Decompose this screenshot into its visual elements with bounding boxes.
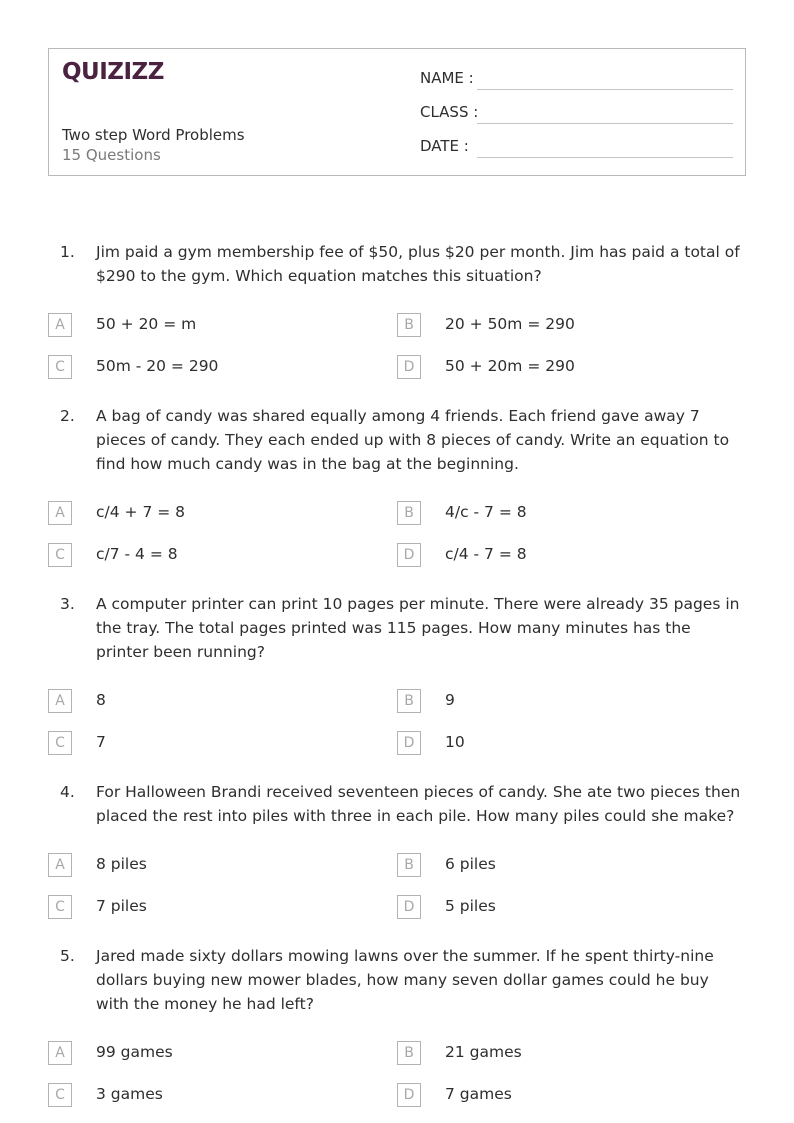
option-letter-box: B: [397, 689, 421, 713]
date-label: DATE :: [420, 137, 469, 155]
option-letter-box: A: [48, 313, 72, 337]
question-2-option-d[interactable]: [397, 543, 727, 569]
question-2-option-b[interactable]: [397, 501, 727, 527]
option-text: 50 + 20 = m: [96, 315, 197, 333]
option-text: 3 games: [96, 1085, 163, 1103]
question-1-option-b[interactable]: [397, 313, 727, 339]
question-number: 1.: [60, 243, 75, 261]
option-text: 5 piles: [445, 897, 496, 915]
question-number: 3.: [60, 595, 75, 613]
option-letter-box: A: [48, 853, 72, 877]
option-letter-box: C: [48, 543, 72, 567]
option-text: 6 piles: [445, 855, 496, 873]
worksheet-title: Two step Word Problems: [62, 126, 245, 144]
option-text: 21 games: [445, 1043, 522, 1061]
question-5-option-c[interactable]: [48, 1083, 378, 1109]
option-text: 50m - 20 = 290: [96, 357, 219, 375]
question-1-option-a[interactable]: [48, 313, 378, 339]
class-line[interactable]: [477, 123, 733, 124]
question-text: For Halloween Brandi received seventeen pieces of candy. She ate two pieces then placed the rest into piles with three in each pile. How many piles could she make?: [96, 783, 741, 825]
option-text: 10: [445, 733, 465, 751]
question-1-option-d[interactable]: [397, 355, 727, 381]
class-label: CLASS :: [420, 103, 479, 121]
option-text: 20 + 50m = 290: [445, 315, 575, 333]
option-letter-box: D: [397, 543, 421, 567]
question-5-option-a[interactable]: [48, 1041, 378, 1067]
question-3-option-a[interactable]: [48, 689, 378, 715]
question-count: 15 Questions: [62, 146, 161, 164]
question-number: 5.: [60, 947, 75, 965]
option-letter-box: D: [397, 895, 421, 919]
option-letter-box: A: [48, 501, 72, 525]
option-letter-box: B: [397, 313, 421, 337]
option-letter-box: A: [48, 689, 72, 713]
date-field: [420, 137, 469, 155]
option-text: 8 piles: [96, 855, 147, 873]
name-field: [420, 69, 474, 87]
quizizz-logo: QUIZIZZ: [62, 59, 164, 85]
option-text: 99 games: [96, 1043, 173, 1061]
name-line[interactable]: [477, 89, 733, 90]
question-5-option-d[interactable]: [397, 1083, 727, 1109]
option-letter-box: C: [48, 1083, 72, 1107]
question-2-option-c[interactable]: [48, 543, 378, 569]
option-text: 7: [96, 733, 106, 751]
name-label: NAME :: [420, 69, 474, 87]
option-letter-box: B: [397, 1041, 421, 1065]
option-text: c/4 + 7 = 8: [96, 503, 186, 521]
option-letter-box: A: [48, 1041, 72, 1065]
question-4-option-d[interactable]: [397, 895, 727, 921]
option-letter-box: B: [397, 501, 421, 525]
option-text: 7 piles: [96, 897, 147, 915]
option-text: 4/c - 7 = 8: [445, 503, 527, 521]
question-5-option-b[interactable]: [397, 1041, 727, 1067]
worksheet-header: [48, 48, 746, 176]
option-text: c/7 - 4 = 8: [96, 545, 178, 563]
option-text: 50 + 20m = 290: [445, 357, 575, 375]
date-line[interactable]: [477, 157, 733, 158]
question-3-option-c[interactable]: [48, 731, 378, 757]
option-text: 7 games: [445, 1085, 512, 1103]
option-letter-box: B: [397, 853, 421, 877]
question-text: Jared made sixty dollars mowing lawns over the summer. If he spent thirty-nine dollars buying new mower blades, how many seven dollar games could he buy with the money he had left?: [96, 947, 714, 1013]
option-letter-box: C: [48, 731, 72, 755]
option-text: 9: [445, 691, 455, 709]
option-text: 8: [96, 691, 106, 709]
option-letter-box: C: [48, 355, 72, 379]
question-text: A computer printer can print 10 pages per minute. There were already 35 pages in the tray. The total pages printed was 115 pages. How many minutes has the printer been running?: [96, 595, 740, 661]
option-letter-box: D: [397, 355, 421, 379]
question-3-option-b[interactable]: [397, 689, 727, 715]
option-text: c/4 - 7 = 8: [445, 545, 527, 563]
option-letter-box: C: [48, 895, 72, 919]
question-4-option-b[interactable]: [397, 853, 727, 879]
question-4-option-a[interactable]: [48, 853, 378, 879]
question-1-option-c[interactable]: [48, 355, 378, 381]
class-field: [420, 103, 478, 121]
question-3-option-d[interactable]: [397, 731, 727, 757]
question-text: A bag of candy was shared equally among 4 friends. Each friend gave away 7 pieces of candy. They each ended up with 8 pieces of candy. Write an equation to find how much candy was in the bag at the beginning.: [96, 407, 730, 473]
question-text: Jim paid a gym membership fee of $50, plus $20 per month. Jim has paid a total of $290 to the gym. Which equation matches this situation?: [96, 243, 740, 285]
question-2-option-a[interactable]: [48, 501, 378, 527]
question-4-option-c[interactable]: [48, 895, 378, 921]
question-number: 2.: [60, 407, 75, 425]
option-letter-box: D: [397, 1083, 421, 1107]
question-number: 4.: [60, 783, 75, 801]
option-letter-box: D: [397, 731, 421, 755]
